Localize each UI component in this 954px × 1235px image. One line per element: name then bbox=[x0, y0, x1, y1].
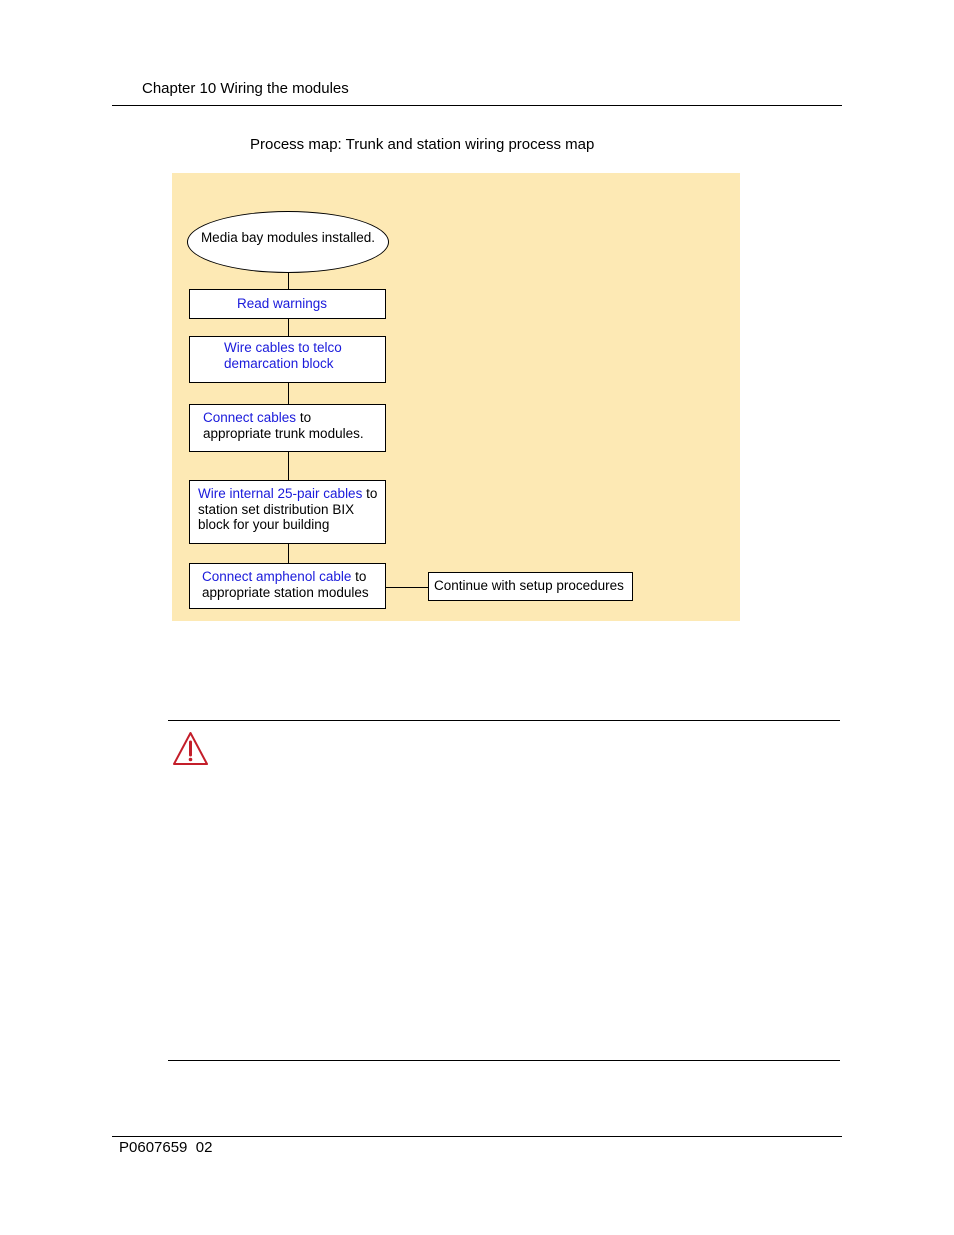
connect-cables-link[interactable]: Connect cables bbox=[203, 410, 297, 425]
wire-internal-text: to station set distribution BIX block for your building bbox=[198, 486, 378, 532]
warning-top-rule bbox=[168, 720, 840, 721]
step-wire-telco bbox=[189, 336, 386, 383]
connector bbox=[288, 451, 289, 480]
chapter-header: Chapter 10 Wiring the modules bbox=[142, 80, 349, 97]
connector bbox=[288, 318, 289, 336]
doc-number: P0607659 02 bbox=[119, 1139, 213, 1156]
footer-rule bbox=[112, 1136, 842, 1137]
connect-cables-text: to appropriate trunk modules. bbox=[203, 410, 364, 441]
figure-caption: Process map: Trunk and station wiring process map bbox=[250, 136, 595, 153]
start-label: Media bay modules installed. bbox=[200, 230, 376, 245]
wire-telco-link[interactable]: Wire cables to telco demarcation block bbox=[224, 340, 342, 371]
connect-amphenol-text: to appropriate station modules bbox=[202, 569, 369, 600]
start-oval bbox=[187, 211, 389, 273]
step-wire-internal bbox=[189, 480, 386, 544]
warning-bottom-rule bbox=[168, 1060, 840, 1061]
warning-triangle-icon bbox=[172, 731, 209, 766]
end-box bbox=[428, 572, 633, 601]
read-warnings-link[interactable]: Read warnings bbox=[237, 296, 328, 311]
connector bbox=[288, 273, 289, 290]
step-connect-cables bbox=[189, 404, 386, 452]
connect-amphenol-link[interactable]: Connect amphenol cable bbox=[202, 569, 352, 584]
header-rule bbox=[112, 105, 842, 106]
step-connect-amphenol bbox=[189, 563, 386, 609]
step-read-warnings bbox=[189, 289, 386, 319]
wire-internal-link[interactable]: Wire internal 25-pair cables bbox=[198, 486, 363, 501]
connector bbox=[288, 543, 289, 563]
end-label: Continue with setup procedures bbox=[434, 578, 624, 593]
connector bbox=[288, 382, 289, 404]
connector bbox=[385, 587, 428, 588]
